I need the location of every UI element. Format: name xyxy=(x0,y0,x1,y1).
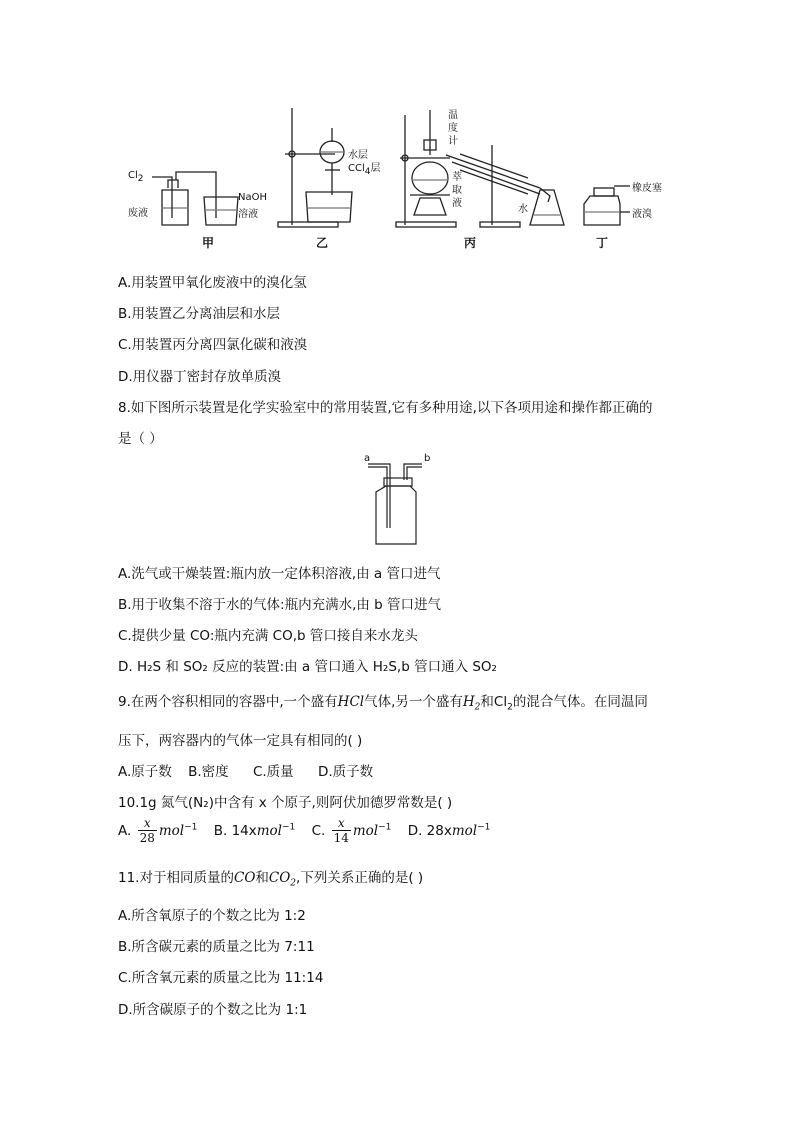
q9-option-a: A.原子数 xyxy=(118,764,172,780)
q9-option-b: B.密度 xyxy=(188,764,229,780)
formula-co: CO xyxy=(233,870,256,886)
label-thermometer-2: 度 xyxy=(448,123,458,134)
apparatus-figure xyxy=(120,100,680,255)
q10-option-c: C. $\frac{x}{14}$ mol$^{-1}$ xyxy=(311,816,392,845)
label-thermometer-1: 温 xyxy=(448,110,458,121)
q10-stem: 10.1g 氮气(N₂)中含有 x 个原子,则阿伏加德罗常数是( ) xyxy=(118,795,453,811)
q10-option-a: A. $\frac{x}{28}$ mol$^{-1}$ xyxy=(118,816,198,845)
q11-option-b: B.所含碳元素的质量之比为 7:11 xyxy=(118,939,315,955)
label-a: a xyxy=(364,453,371,464)
q11-option-d: D.所含碳原子的个数之比为 1:1 xyxy=(118,1002,308,1018)
gas-bottle-drawing xyxy=(360,456,440,548)
label-ccl4-layer: CCl$_4$层 xyxy=(348,163,381,177)
label-waste: 废液 xyxy=(128,208,148,219)
caption-jia: 甲 xyxy=(202,236,215,250)
label-liquid-bromine: 液溴 xyxy=(632,209,652,220)
label-extract-3: 液 xyxy=(452,198,462,209)
label-cl2: $Cl_2$ xyxy=(128,170,144,184)
formula-h2: $H_2$ xyxy=(462,694,481,713)
q11-option-c: C.所含氧元素的质量之比为 11:14 xyxy=(118,970,324,986)
q8-option-d: D. H₂S 和 SO₂ 反应的装置:由 a 管口通入 H₂S,b 管口通入 SO₂ xyxy=(118,659,497,675)
q11-stem: 11.对于相同质量的CO和$CO_2$,下列关系正确的是( ) xyxy=(118,870,424,889)
q8-stem-line2: 是（ ） xyxy=(118,431,163,447)
label-naoh-solution: 溶液 xyxy=(238,209,258,220)
formula-cl2: $Cl_2$ xyxy=(493,694,513,713)
gas-bottle-figure xyxy=(360,453,440,548)
q8-option-c: C.提供少量 CO:瓶内充满 CO,b 管口接自来水龙头 xyxy=(118,628,418,644)
label-extract-2: 取 xyxy=(452,185,462,196)
q8-option-a: A.洗气或干燥装置:瓶内放一定体积溶液,由 a 管口进气 xyxy=(118,566,441,582)
label-water: 水 xyxy=(518,204,528,215)
caption-bing: 丙 xyxy=(464,236,477,250)
q9-options xyxy=(118,760,373,780)
formula-hcl: HCl xyxy=(337,694,365,710)
label-b: b xyxy=(424,453,431,464)
q8-option-b: B.用于收集不溶于水的气体:瓶内充满水,由 b 管口进气 xyxy=(118,597,442,613)
q8-stem-line1: 8.如下图所示装置是化学实验室中的常用装置,它有多种用途,以下各项用途和操作都正确的 xyxy=(118,400,653,416)
q7-option-c: C.用装置丙分离四氯化碳和液溴 xyxy=(118,337,308,353)
q9-option-d: D.质子数 xyxy=(317,764,374,780)
q10-option-b: B. 14xmol$^{-1}$ xyxy=(213,822,296,839)
label-extract-1: 萃 xyxy=(452,172,462,183)
label-thermometer-3: 计 xyxy=(448,136,458,147)
q7-option-a: A.用装置甲氧化废液中的溴化氢 xyxy=(118,275,307,291)
caption-yi: 乙 xyxy=(316,236,329,250)
q7-option-d: D.用仪器丁密封存放单质溴 xyxy=(118,369,282,385)
label-rubber-stopper: 橡皮塞 xyxy=(632,183,662,194)
apparatus-drawing xyxy=(120,100,680,255)
label-naoh: NaOH xyxy=(238,192,267,203)
caption-ding: 丁 xyxy=(596,236,609,250)
q7-option-b: B.用装置乙分离油层和水层 xyxy=(118,306,281,322)
q10-options xyxy=(118,816,490,845)
q9-option-c: C.质量 xyxy=(252,764,294,780)
q10-option-d: D. 28xmol$^{-1}$ xyxy=(407,822,491,839)
formula-co2: $CO_2$ xyxy=(268,870,297,889)
q9-stem-line1: 9.在两个容积相同的容器中,一个盛有HCl气体,另一个盛有$H_2$和$Cl_2$的混合气体。在同温同 xyxy=(118,694,648,713)
label-water-layer: 水层 xyxy=(348,150,368,161)
q11-option-a: A.所含氧原子的个数之比为 1:2 xyxy=(118,908,306,924)
q9-stem-line2: 压下，两容器内的气体一定具有相同的( ) xyxy=(118,733,363,749)
